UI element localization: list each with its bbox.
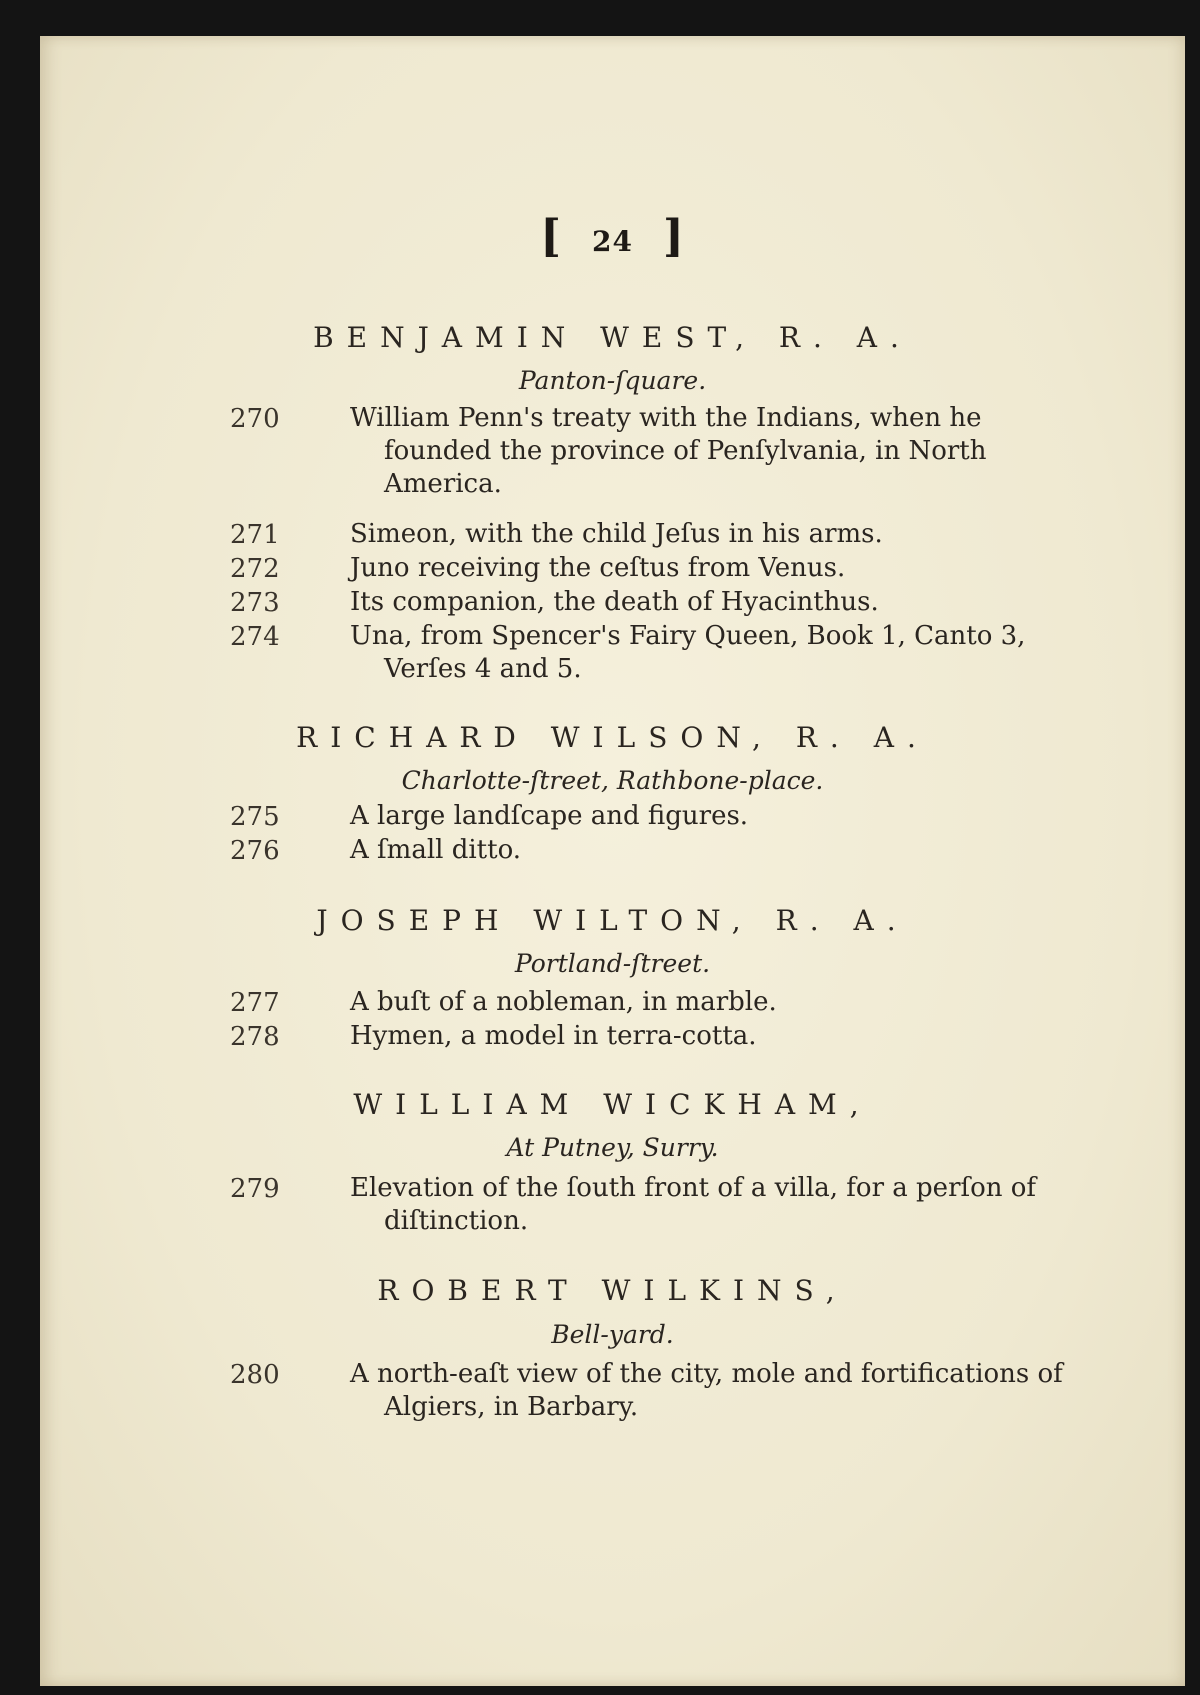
entry-number: 277 [230, 988, 280, 1018]
entry-title [350, 1020, 1090, 1053]
page-number-header [40, 211, 1185, 262]
entry-line: diſtinction. [384, 1206, 529, 1236]
entry-title [350, 620, 1090, 686]
entry-number: 279 [230, 1174, 280, 1204]
entry-title [350, 834, 1090, 867]
entry-line: Algiers, in Barbary. [384, 1392, 639, 1422]
entry-line: America. [384, 469, 502, 499]
artist-name-wickham: WILLIAM WICKHAM, [353, 1088, 872, 1121]
entry-line: A north-eaſt view of the city, mole and fortifications of [350, 1359, 1063, 1389]
entry-number: 271 [230, 520, 280, 550]
entry-line: Una, from Spencer's Fairy Queen, Book 1, Canto 3, [350, 621, 1026, 651]
bracket-open: [ [540, 211, 563, 262]
entry-number: 273 [230, 588, 280, 618]
artist-name-west: BENJAMIN WEST, R. A. [313, 321, 912, 354]
entry-number: 274 [230, 622, 280, 652]
artist-address-wickham: At Putney, Surry. [506, 1133, 719, 1162]
entry-title [350, 800, 1090, 833]
page-number: 24 [592, 225, 633, 258]
entry-title [350, 586, 1090, 619]
entry-line: Juno receiving the ceſtus from Venus. [350, 553, 846, 583]
catalogue-page [40, 36, 1185, 1686]
entry-line: Elevation of the ſouth front of a villa, for a perſon of [350, 1173, 1037, 1203]
bracket-close: ] [662, 211, 685, 262]
entry-line: Its companion, the death of Hyacinthus. [350, 587, 879, 617]
entry-title [350, 986, 1090, 1019]
entry-title [350, 402, 1090, 501]
entry-line: founded the province of Penſylvania, in North [384, 436, 987, 466]
artist-address-wilson: Charlotte-ſtreet, Rathbone-place. [401, 766, 824, 795]
entry-line: Simeon, with the child Jeſus in his arms. [350, 519, 883, 549]
entry-number: 275 [230, 802, 280, 832]
entry-line: Verſes 4 and 5. [384, 654, 582, 684]
entry-line: Hymen, a model in terra-cotta. [350, 1021, 757, 1051]
entry-number: 278 [230, 1022, 280, 1052]
artist-address-wilkins: Bell-yard. [551, 1320, 674, 1349]
artist-address-wilton: Portland-ſtreet. [514, 949, 711, 978]
entry-line: A large landſcape and figures. [350, 801, 749, 831]
entry-number: 280 [230, 1360, 280, 1390]
artist-name-wilson: RICHARD WILSON, R. A. [296, 721, 929, 754]
entry-title [350, 518, 1090, 551]
artist-name-wilkins: ROBERT WILKINS, [377, 1274, 848, 1307]
artist-name-wilton: JOSEPH WILTON, R. A. [316, 904, 909, 937]
entry-number: 270 [230, 404, 280, 434]
entry-title [350, 1172, 1090, 1238]
entry-line: A ſmall ditto. [350, 835, 522, 865]
artist-address-west: Panton-ſquare. [518, 366, 707, 395]
entry-line: William Penn's treaty with the Indians, when he [350, 403, 982, 433]
entry-title [350, 552, 1090, 585]
entry-line: A buſt of a nobleman, in marble. [350, 987, 777, 1017]
entry-number: 272 [230, 554, 280, 584]
entry-number: 276 [230, 836, 280, 866]
entry-title [350, 1358, 1090, 1424]
